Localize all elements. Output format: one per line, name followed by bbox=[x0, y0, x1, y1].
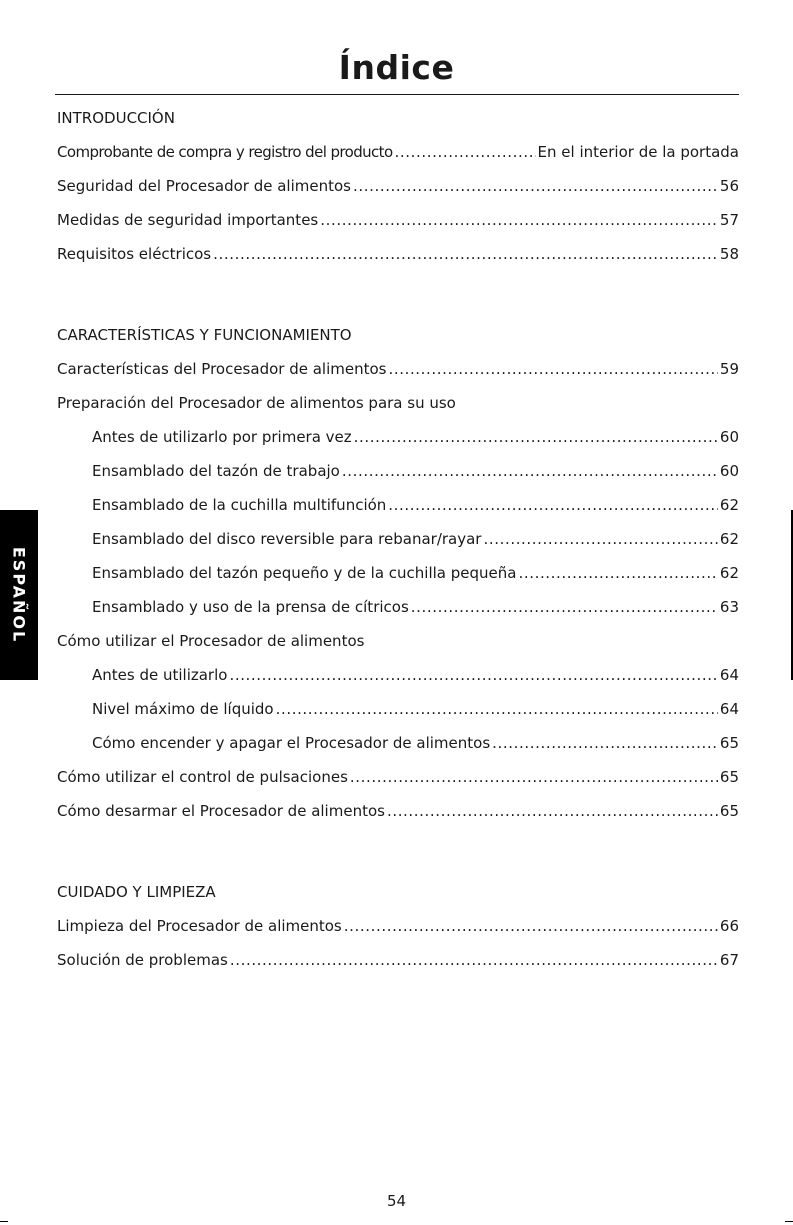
toc-entry-page: 60 bbox=[719, 462, 739, 480]
toc-entry-page: 62 bbox=[719, 496, 739, 514]
toc-entry-page: 60 bbox=[719, 428, 739, 446]
toc-entry-page: 67 bbox=[719, 951, 739, 969]
crop-mark-left bbox=[0, 1221, 8, 1222]
toc-group-heading[interactable] bbox=[57, 624, 739, 658]
page-number: 54 bbox=[386, 1192, 407, 1210]
toc-entry-title: Preparación del Procesador de alimentos para su uso bbox=[57, 394, 456, 412]
dot-leader bbox=[387, 794, 718, 828]
toc-entry-title: Cómo desarmar el Procesador de alimentos bbox=[57, 802, 385, 820]
dot-leader bbox=[230, 943, 718, 977]
dot-leader bbox=[483, 522, 717, 556]
crop-mark-right bbox=[785, 1221, 793, 1222]
toc-subentry[interactable] bbox=[57, 692, 739, 726]
toc-entry-title: Cómo encender y apagar el Procesador de alimentos bbox=[92, 734, 491, 752]
section-spacer bbox=[57, 828, 739, 875]
page-title: Índice bbox=[338, 48, 455, 87]
dot-leader bbox=[388, 352, 717, 386]
toc-entry-title: Cómo utilizar el Procesador de alimentos bbox=[57, 632, 365, 650]
toc-entry-title: Ensamblado de la cuchilla multifunción bbox=[92, 496, 387, 514]
dot-leader bbox=[518, 556, 717, 590]
toc-entry-title: Antes de utilizarlo por primera vez bbox=[92, 428, 352, 446]
toc-entry-title: Ensamblado del tazón pequeño y de la cuchilla pequeña bbox=[92, 564, 517, 582]
toc-subentry[interactable] bbox=[57, 556, 739, 590]
toc-entry-page: 65 bbox=[719, 768, 739, 786]
toc-entry-page: 66 bbox=[719, 917, 739, 935]
toc-entry[interactable] bbox=[57, 760, 739, 794]
toc-entry-page: 56 bbox=[719, 177, 739, 195]
toc-subentry[interactable] bbox=[57, 726, 739, 760]
toc-entry-title: Características del Procesador de alimentos bbox=[57, 360, 387, 378]
toc-entry-page: 64 bbox=[719, 666, 739, 684]
dot-leader bbox=[353, 169, 718, 203]
toc-entry-page: 57 bbox=[719, 211, 739, 229]
dot-leader bbox=[354, 420, 718, 454]
toc-entry-title: Requisitos eléctricos bbox=[57, 245, 212, 263]
toc-subentry[interactable] bbox=[57, 658, 739, 692]
toc-entry-page: 62 bbox=[719, 530, 739, 548]
language-side-tab bbox=[0, 510, 38, 680]
section-heading-cuidado: CUIDADO Y LIMPIEZA bbox=[57, 883, 216, 901]
toc-entry[interactable] bbox=[57, 135, 739, 169]
dot-leader bbox=[229, 658, 717, 692]
toc-subentry[interactable] bbox=[57, 420, 739, 454]
toc-entry-page: 65 bbox=[719, 802, 739, 820]
dot-leader bbox=[276, 692, 718, 726]
dot-leader bbox=[344, 909, 718, 943]
dot-leader bbox=[213, 237, 718, 271]
toc-entry-title: Antes de utilizarlo bbox=[92, 666, 228, 684]
toc-entry[interactable] bbox=[57, 909, 739, 943]
toc-subentry[interactable] bbox=[57, 522, 739, 556]
section-heading-caracteristicas: CARACTERÍSTICAS Y FUNCIONAMIENTO bbox=[57, 326, 352, 344]
section-heading-introduccion: INTRODUCCIÓN bbox=[57, 109, 175, 127]
dot-leader bbox=[350, 760, 718, 794]
title-divider bbox=[55, 94, 739, 95]
toc-subentry[interactable] bbox=[57, 454, 739, 488]
toc-entry-page: 64 bbox=[719, 700, 739, 718]
toc-entry-title: Comprobante de compra y registro del producto bbox=[57, 143, 393, 161]
toc-entry-page: En el interior de la portada bbox=[537, 143, 739, 161]
toc-subentry[interactable] bbox=[57, 590, 739, 624]
toc-entry[interactable] bbox=[57, 203, 739, 237]
toc-entry-title: Ensamblado del tazón de trabajo bbox=[92, 462, 340, 480]
toc-entry-page: 62 bbox=[719, 564, 739, 582]
dot-leader bbox=[395, 135, 536, 169]
toc-entry-title: Nivel máximo de líquido bbox=[92, 700, 274, 718]
toc-entry[interactable] bbox=[57, 237, 739, 271]
dot-leader bbox=[320, 203, 718, 237]
toc-entry-title: Seguridad del Procesador de alimentos bbox=[57, 177, 351, 195]
toc-entry-page: 59 bbox=[719, 360, 739, 378]
toc-group-heading[interactable] bbox=[57, 386, 739, 420]
dot-leader bbox=[342, 454, 718, 488]
toc-entry-title: Cómo utilizar el control de pulsaciones bbox=[57, 768, 348, 786]
dot-leader bbox=[492, 726, 718, 760]
toc-entry-title: Solución de problemas bbox=[57, 951, 228, 969]
section-spacer bbox=[57, 271, 739, 318]
toc-subentry[interactable] bbox=[57, 488, 739, 522]
toc-entry[interactable] bbox=[57, 943, 739, 977]
toc-entry[interactable] bbox=[57, 794, 739, 828]
table-of-contents bbox=[57, 101, 739, 977]
toc-entry-title: Ensamblado y uso de la prensa de cítricos bbox=[92, 598, 409, 616]
toc-entry[interactable] bbox=[57, 169, 739, 203]
toc-entry-title: Limpieza del Procesador de alimentos bbox=[57, 917, 342, 935]
toc-entry-page: 65 bbox=[719, 734, 739, 752]
toc-entry-title: Medidas de seguridad importantes bbox=[57, 211, 319, 229]
dot-leader bbox=[388, 488, 718, 522]
toc-entry-title: Ensamblado del disco reversible para rebanar/rayar bbox=[92, 530, 482, 548]
toc-entry[interactable] bbox=[57, 352, 739, 386]
toc-entry-page: 63 bbox=[719, 598, 739, 616]
dot-leader bbox=[411, 590, 718, 624]
toc-entry-page: 58 bbox=[719, 245, 739, 263]
language-side-tab-label: ESPAÑOL bbox=[9, 546, 29, 644]
